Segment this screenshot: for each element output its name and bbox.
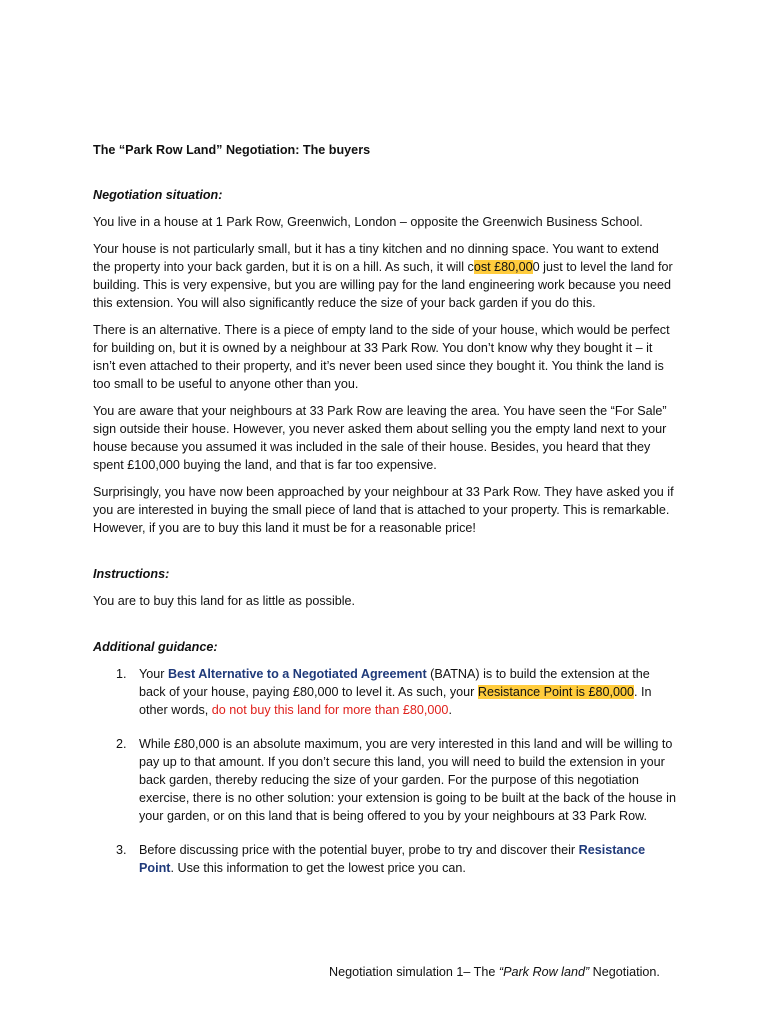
footer-suffix: Negotiation. (589, 965, 660, 979)
item-1-text-b: (BATNA) is to build the extension at the back of your house, paying £80,000 to level it. As such, your (139, 667, 650, 699)
item-1-text-d: . (448, 703, 452, 717)
warning-text: do not buy this land for more than £80,000 (211, 703, 449, 717)
list-number: 2. (116, 737, 127, 751)
situation-paragraph-5: Surprisingly, you have now been approached by your neighbour at 33 Park Row. They have asked you if you are interested in buying the small piece of land that is attached to your property. This is remarkable. However, if you are to buy this land it must be for a reasonable price! (93, 485, 674, 535)
guidance-item-3 (93, 841, 677, 877)
guidance-heading: Additional guidance: (93, 640, 218, 654)
paragraph-2-text-a: Your house is not particularly small, but it has a tiny kitchen and no dinning space. You want to extend the property into your back garden, but it is on a hill. As such, it will c (93, 242, 659, 274)
batna-term: Best Alternative to a Negotiated Agreement (167, 667, 427, 681)
document-body (93, 141, 677, 877)
instructions-text: You are to buy this land for as little as possible. (93, 594, 356, 608)
situation-paragraph-2 (93, 240, 677, 312)
item-3-text-a: Before discussing price with the potential buyer, probe to try and discover their (139, 843, 579, 857)
item-1-text-c: . In other words, (139, 685, 652, 717)
item-2-text: While £80,000 is an absolute maximum, you are very interested in this land and will be willing to pay up to that amount. If you don’t secure this land, you will need to build the extension in your back garden, thereby reducing the size of your garden. For the purpose of this negotiation exercise, there is no other solution: your extension is going to be built at the back of the house in your garden, or on this land that is being offered to you by your neighbours at 33 Park Row. (139, 737, 676, 823)
item-3-text-b: . Use this information to get the lowest price you can. (170, 861, 466, 875)
footer-italic: “Park Row land” (498, 965, 590, 979)
resistance-point-term: Resistance Point (139, 843, 646, 875)
instructions-heading: Instructions: (93, 567, 170, 581)
list-number: 1. (116, 667, 127, 681)
page-footer (329, 963, 689, 981)
situation-paragraph-3: There is an alternative. There is a piece of empty land to the side of your house, which would be perfect for building on, but it is owned by a neighbour at 33 Park Row. You don’t know why they bought it – it isn’t even attached to their property, and it’s never been used since they bought it. You think the land is too small to be useful to anyone other than you. (93, 323, 670, 391)
resistance-point-highlight: Resistance Point is £80,000 (477, 685, 634, 699)
situation-paragraph-4: You are aware that your neighbours at 33 Park Row are leaving the area. You have seen the “For Sale” sign outside their house. However, you never asked them about selling you the empty land next to your house because you assumed it was included in the sale of their house. Besides, you heard that they spent £100,000 buying the land, and that is far too expensive. (93, 404, 667, 472)
document-title: The “Park Row Land” Negotiation: The buyers (93, 143, 371, 157)
guidance-list (93, 665, 677, 877)
highlighted-cost: ost £80,00 (473, 260, 533, 274)
paragraph-2-text-b: 0 just to level the land for building. This is very expensive, but you are willing pay for the land engineering work because you need this extension. You will also significantly reduce the size of your back garden if you do this. (93, 260, 673, 310)
guidance-item-2 (93, 735, 677, 825)
situation-heading: Negotiation situation: (93, 188, 223, 202)
list-number: 3. (116, 843, 127, 857)
footer-prefix: Negotiation simulation 1– The (329, 965, 499, 979)
guidance-item-1 (93, 665, 677, 719)
situation-paragraph-1: You live in a house at 1 Park Row, Greenwich, London – opposite the Greenwich Business School. (93, 215, 643, 229)
item-1-text-a: Your (139, 667, 168, 681)
